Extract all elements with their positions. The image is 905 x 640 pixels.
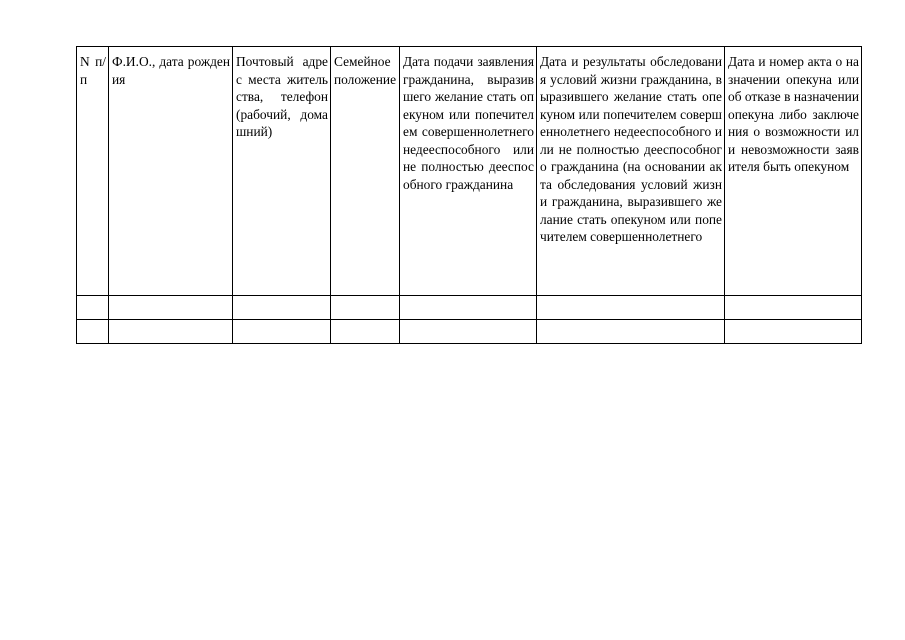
table-row [77, 320, 862, 344]
table-row [77, 296, 862, 320]
table-cell [109, 296, 233, 320]
column-header-application-date: Дата подачи заявления гражданина, выразившего желание стать опекуном или попечителем совершеннолетнего недееспособного или не полностью дееспособного гражданина [400, 47, 537, 296]
table-cell [537, 320, 725, 344]
table-cell [400, 320, 537, 344]
table-cell [109, 320, 233, 344]
column-header-number: N п/п [77, 47, 109, 296]
table-cell [233, 320, 331, 344]
table-cell [725, 320, 862, 344]
guardianship-register-table [76, 46, 862, 344]
column-header-name-birthdate: Ф.И.О., дата рождения [109, 47, 233, 296]
table-cell [400, 296, 537, 320]
table-cell [77, 320, 109, 344]
column-header-act-number: Дата и номер акта о назначении опекуна или об отказе в назначении опекуна либо заключения о возможности или невозможности заявителя быть опекуном [725, 47, 862, 296]
table-header-row [77, 47, 862, 296]
column-header-address-phone: Почтовый адрес места жительства, телефон (рабочий, домашний) [233, 47, 331, 296]
table-cell [331, 320, 400, 344]
table-cell [233, 296, 331, 320]
column-header-marital-status: Семейное положение [331, 47, 400, 296]
table-cell [77, 296, 109, 320]
table-cell [331, 296, 400, 320]
table-cell [537, 296, 725, 320]
column-header-inspection-results: Дата и результаты обследования условий жизни гражданина, выразившего желание стать опекуном или попечителем совершеннолетнего недееспособного или не полностью дееспособного гражданина (на основании акта обследования условий жизни гражданина, выразившего желание стать опекуном или попечителем совершеннолетнего [537, 47, 725, 296]
table-cell [725, 296, 862, 320]
